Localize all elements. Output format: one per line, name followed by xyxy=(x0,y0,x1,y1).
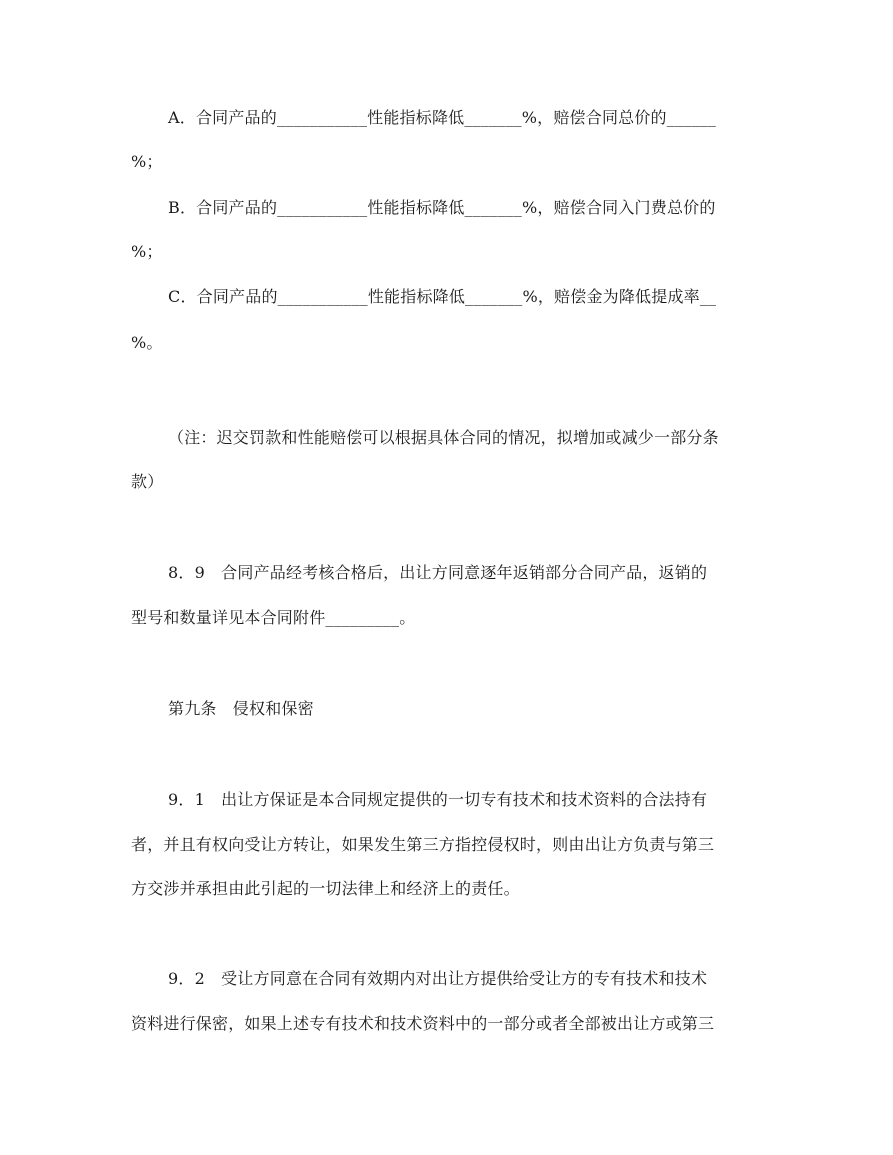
clause-c-line-2: %。 xyxy=(131,333,163,352)
clause-9-1-line-2: 者，并且有权向受让方转让，如果发生第三方指控侵权时，则由出让方负责与第三 xyxy=(131,835,715,854)
clause-9-2-line-2: 资料进行保密，如果上述专有技术和技术资料中的一部分或者全部被出让方或第三 xyxy=(131,1014,715,1033)
clause-9-1-line-1: 9．1 出让方保证是本合同规定提供的一切专有技术和技术资料的合法持有 xyxy=(168,790,708,809)
clause-c-line-1: C．合同产品的___________性能指标降低_______%，赔偿金为降低提成率__ xyxy=(168,287,717,306)
article-nine-heading: 第九条 侵权和保密 xyxy=(168,699,314,718)
clause-a-line-2: %； xyxy=(131,152,163,171)
note-line-2: 款） xyxy=(131,472,164,491)
clause-9-2-line-1: 9．2 受让方同意在合同有效期内对出让方提供给受让方的专有技术和技术 xyxy=(168,969,708,988)
clause-9-1-line-3: 方交涉并承担由此引起的一切法律上和经济上的责任。 xyxy=(131,879,520,898)
clause-8-9-line-2: 型号和数量详见本合同附件_________。 xyxy=(131,608,416,627)
clause-8-9-line-1: 8．9 合同产品经考核合格后，出让方同意逐年返销部分合同产品，返销的 xyxy=(168,563,708,582)
clause-b-line-2: %； xyxy=(131,242,163,261)
clause-b-line-1: B．合同产品的___________性能指标降低_______%，赔偿合同入门费总价的 xyxy=(168,198,716,217)
clause-a-line-1: A．合同产品的___________性能指标降低_______%，赔偿合同总价的______ xyxy=(168,108,716,127)
note-line-1: （注：迟交罚款和性能赔偿可以根据具体合同的情况，拟增加或减少一部分条 xyxy=(168,428,719,447)
